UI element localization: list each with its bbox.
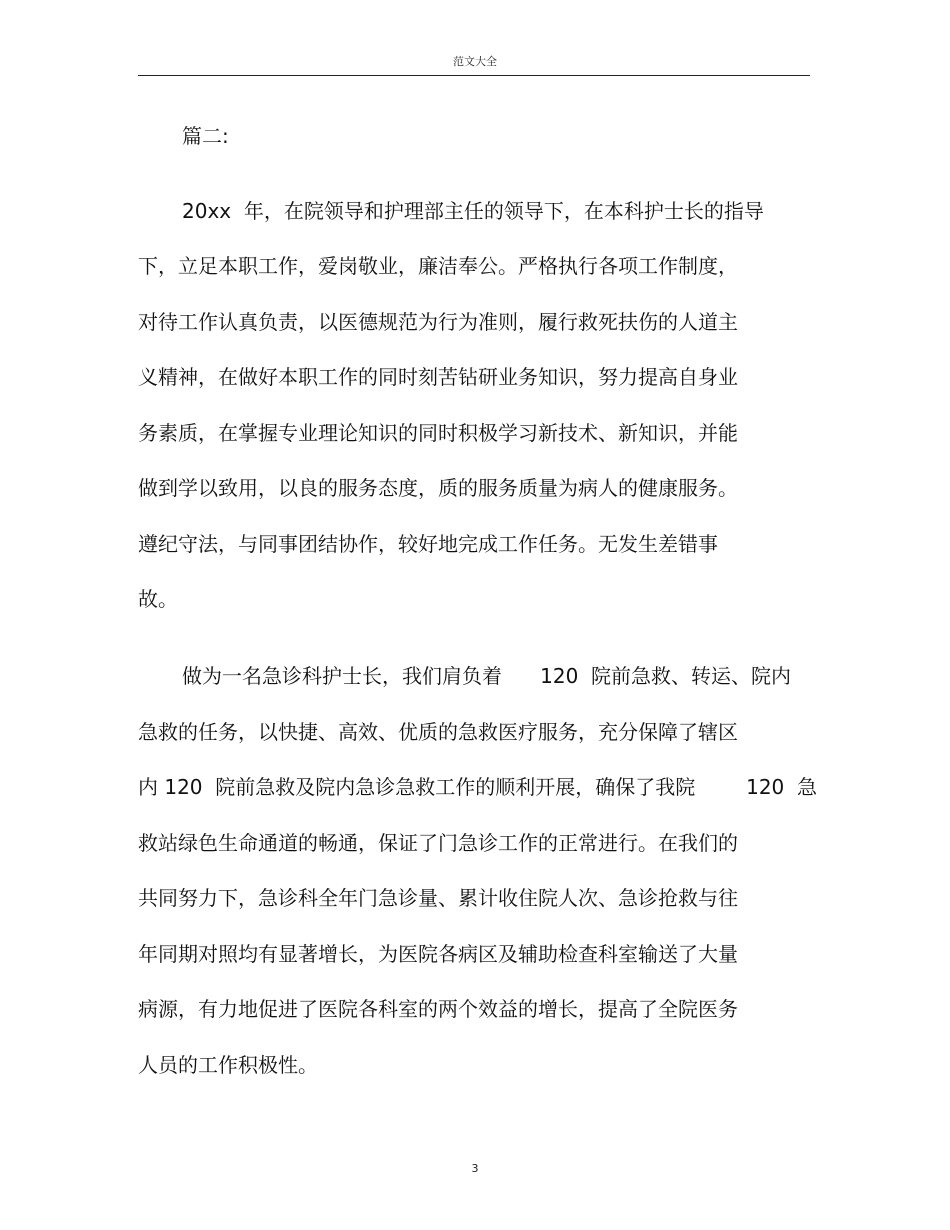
paragraph-line: 急救的任务，以快捷、高效、优质的急救医疗服务，充分保障了辖区 — [138, 720, 738, 744]
paragraph-line: 义精神，在做好本职工作的同时刻苦钻研业务知识，努力提高自身业 — [138, 365, 738, 389]
paragraph-line: 下，立足本职工作，爱岗敬业，廉洁奉公。严格执行各项工作制度， — [138, 254, 738, 278]
paragraph-line: 做到学以致用，以良的服务态度，质的服务质量为病人的健康服务。 — [138, 476, 738, 500]
paragraph-line: 对待工作认真负责，以医德规范为行为准则，履行救死扶伤的人道主 — [138, 310, 738, 334]
paragraph-line: 共同努力下，急诊科全年门急诊量、累计收住院人次、急诊抢救与往 — [138, 886, 738, 910]
header-divider — [138, 75, 810, 76]
paragraph-line: 年同期对照均有显著增长，为医院各病区及辅助检查科室输送了大量 — [138, 942, 738, 966]
header-title: 范文大全 — [453, 55, 497, 68]
paragraph-line: 内 120 院前急救及院内急诊急救工作的顺利开展，确保了我院 120 急 — [138, 775, 817, 799]
paragraph-line: 做为一名急诊科护士长，我们肩负着 120 院前急救、转运、院内 — [182, 664, 792, 688]
paragraph-line: 病源，有力地促进了医院各科室的两个效益的增长，提高了全院医务 — [138, 997, 738, 1021]
page-number: 3 — [471, 1162, 479, 1175]
paragraph-line: 故。 — [138, 587, 178, 611]
paragraph-line: 救站绿色生命通道的畅通，保证了门急诊工作的正常进行。在我们的 — [138, 831, 738, 855]
paragraph-line: 务素质，在掌握专业理论知识的同时积极学习新技术、新知识，并能 — [138, 421, 738, 445]
paragraph-line: 20xx 年，在院领导和护理部主任的领导下，在本科护士长的指导 — [182, 199, 764, 223]
paragraph-line: 人员的工作积极性。 — [138, 1053, 318, 1077]
section-title: 篇二: — [182, 124, 229, 148]
paragraph-line: 遵纪守法，与同事团结协作，较好地完成工作任务。无发生差错事 — [138, 532, 718, 556]
